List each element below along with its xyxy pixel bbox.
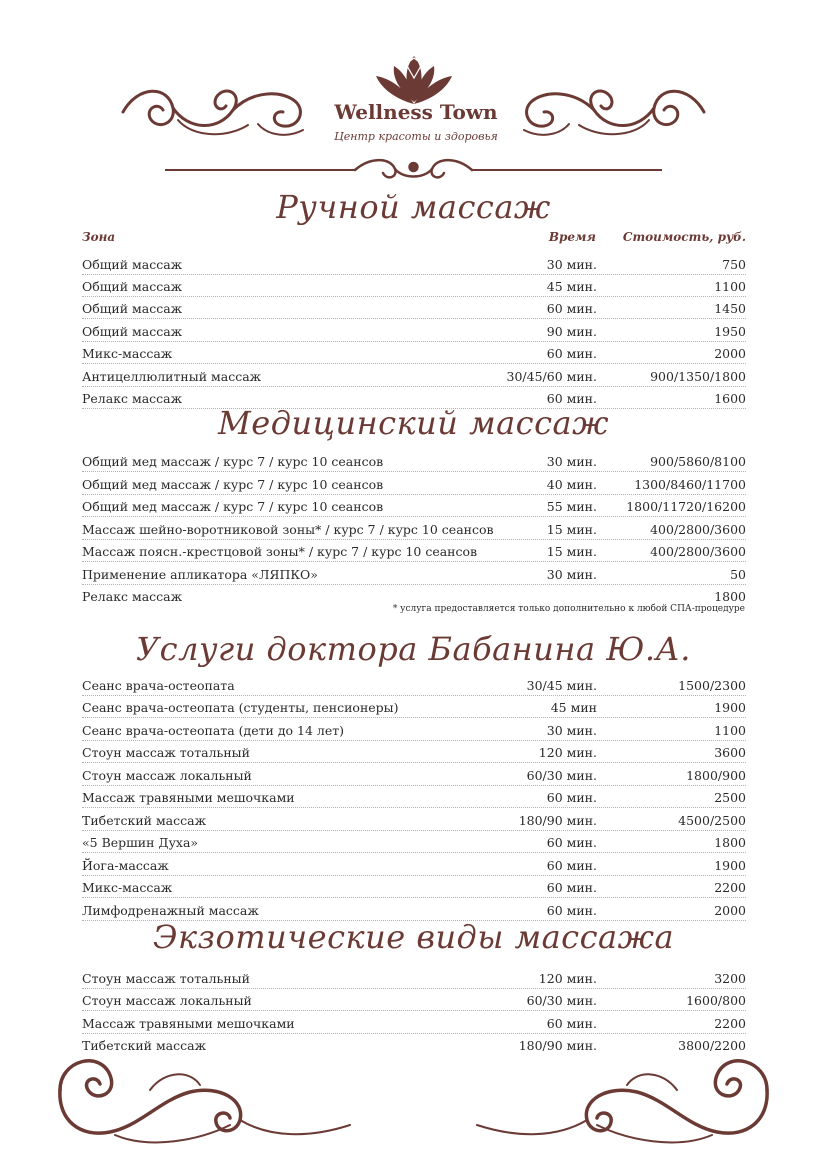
service-name: Общий массаж xyxy=(82,257,183,272)
service-name: Йога-массаж xyxy=(82,858,169,873)
service-time: 45 мин. xyxy=(546,279,597,294)
service-name: Применение апликатора «ЛЯПКО» xyxy=(82,567,318,582)
column-header-price: Стоимость, руб. xyxy=(622,230,746,244)
service-price: 2000 xyxy=(714,903,746,918)
table-row xyxy=(82,853,746,876)
service-name: Тибетский массаж xyxy=(82,1038,207,1053)
table-row xyxy=(82,988,746,1011)
table-row xyxy=(82,584,746,606)
service-time: 60 мин. xyxy=(546,346,597,361)
table-row xyxy=(82,517,746,540)
service-name: Стоун массаж локальный xyxy=(82,768,252,783)
service-price: 3200 xyxy=(714,971,746,986)
service-price: 750 xyxy=(722,257,746,272)
table-row xyxy=(82,319,746,342)
service-price: 1900 xyxy=(714,700,746,715)
service-time: 180/90 мин. xyxy=(518,1038,597,1053)
table-row xyxy=(82,364,746,387)
service-time: 55 мин. xyxy=(546,499,597,514)
table-row xyxy=(82,673,746,696)
service-price: 1800/11720/16200 xyxy=(626,499,746,514)
table-row xyxy=(82,740,746,763)
service-name: Массаж травяными мешочками xyxy=(82,1016,295,1031)
table-row xyxy=(82,296,746,319)
table-row xyxy=(82,875,746,898)
section-title-manual-massage: Ручной массаж xyxy=(276,188,551,226)
service-time: 60 мин. xyxy=(546,858,597,873)
service-time: 60/30 мин. xyxy=(526,768,597,783)
service-time: 60 мин. xyxy=(546,903,597,918)
service-name: Сеанс врача-остеопата (студенты, пенсионеры) xyxy=(82,700,399,715)
service-time: 30/45 мин. xyxy=(526,678,597,693)
service-price: 3800/2200 xyxy=(678,1038,746,1053)
service-name: Общий массаж xyxy=(82,279,183,294)
service-price: 1600/800 xyxy=(686,993,746,1008)
service-price: 1900 xyxy=(714,858,746,873)
table-row xyxy=(82,785,746,808)
service-name: Сеанс врача-остеопата xyxy=(82,678,235,693)
service-time: 60 мин. xyxy=(546,1016,597,1031)
service-time: 60 мин. xyxy=(546,790,597,805)
service-name: Массаж травяными мешочками xyxy=(82,790,295,805)
swirl-ornament-icon xyxy=(0,1030,827,1169)
table-row xyxy=(82,830,746,853)
service-time: 45 мин xyxy=(550,700,597,715)
service-name: Тибетский массаж xyxy=(82,813,207,828)
table-row xyxy=(82,718,746,741)
table-row xyxy=(82,966,746,989)
service-price: 2000 xyxy=(714,346,746,361)
table-row xyxy=(82,539,746,562)
service-price: 1100 xyxy=(714,723,746,738)
table-row xyxy=(82,341,746,364)
brand-name: Wellness Town xyxy=(334,100,498,124)
service-time: 30/45/60 мин. xyxy=(506,369,597,384)
service-name: Релакс массаж xyxy=(82,391,183,406)
table-row xyxy=(82,472,746,495)
service-time: 60 мин. xyxy=(546,301,597,316)
service-time: 30 мин. xyxy=(546,723,597,738)
service-name: Микс-массаж xyxy=(82,346,173,361)
table-row xyxy=(82,695,746,718)
service-time: 60 мин. xyxy=(546,391,597,406)
service-name: Микс-массаж xyxy=(82,880,173,895)
service-time: 15 мин. xyxy=(546,544,597,559)
page-header xyxy=(0,0,827,185)
service-price: 50 xyxy=(730,567,746,582)
table-row xyxy=(82,898,746,921)
service-name: Общий мед массаж / курс 7 / курс 10 сеансов xyxy=(82,477,384,492)
swirl-ornament-icon xyxy=(519,80,709,142)
section-title-medical-massage: Медицинский массаж xyxy=(218,404,609,442)
table-row xyxy=(82,274,746,297)
service-name: Общий мед массаж / курс 7 / курс 10 сеансов xyxy=(82,454,384,469)
table-row xyxy=(82,252,746,275)
service-price: 1800 xyxy=(714,835,746,850)
service-name: Сеанс врача-остеопата (дети до 14 лет) xyxy=(82,723,345,738)
service-price: 400/2800/3600 xyxy=(650,544,746,559)
service-price: 1450 xyxy=(714,301,746,316)
service-name: Массаж поясн.-крестцовой зоны* / курс 7 / курс 10 сеансов xyxy=(82,544,478,559)
service-price: 2200 xyxy=(714,1016,746,1031)
table-row xyxy=(82,562,746,585)
service-time: 60/30 мин. xyxy=(526,993,597,1008)
service-name: Общий массаж xyxy=(82,324,183,339)
service-name: Массаж шейно-воротниковой зоны* / курс 7 / курс 10 сеансов xyxy=(82,522,494,537)
service-time: 40 мин. xyxy=(546,477,597,492)
service-price: 4500/2500 xyxy=(678,813,746,828)
service-name: Общий мед массаж / курс 7 / курс 10 сеансов xyxy=(82,499,384,514)
column-header-zone: Зона xyxy=(82,230,116,244)
service-price: 2500 xyxy=(714,790,746,805)
service-time: 60 мин. xyxy=(546,835,597,850)
section-title-doctor-services: Услуги доктора Бабанина Ю.А. xyxy=(136,630,691,668)
service-price: 1800/900 xyxy=(686,768,746,783)
section-title-exotic-massage: Экзотические виды массажа xyxy=(152,918,675,956)
service-name: Лимфодренажный массаж xyxy=(82,903,259,918)
service-time: 120 мин. xyxy=(538,745,597,760)
service-price: 1600 xyxy=(714,391,746,406)
service-time: 180/90 мин. xyxy=(518,813,597,828)
service-name: «5 Вершин Духа» xyxy=(82,835,199,850)
service-time: 30 мин. xyxy=(546,567,597,582)
swirl-ornament-icon xyxy=(118,80,308,142)
service-time: 30 мин. xyxy=(546,257,597,272)
service-name: Релакс массаж xyxy=(82,589,183,604)
service-price: 1950 xyxy=(714,324,746,339)
service-name: Общий массаж xyxy=(82,301,183,316)
table-row xyxy=(82,449,746,472)
table-row xyxy=(82,386,746,409)
table-row xyxy=(82,763,746,786)
service-price: 1100 xyxy=(714,279,746,294)
service-price: 1300/8460/11700 xyxy=(634,477,746,492)
service-name: Стоун массаж тотальный xyxy=(82,971,250,986)
service-time: 15 мин. xyxy=(546,522,597,537)
service-time: 90 мин. xyxy=(546,324,597,339)
service-price: 900/1350/1800 xyxy=(650,369,746,384)
column-header-time: Время xyxy=(548,230,596,244)
service-price: 3600 xyxy=(714,745,746,760)
service-time: 30 мин. xyxy=(546,454,597,469)
service-price: 1800 xyxy=(714,589,746,604)
service-name: Стоун массаж тотальный xyxy=(82,745,250,760)
service-price: 900/5860/8100 xyxy=(650,454,746,469)
brand-subtitle: Центр красоты и здоровья xyxy=(334,130,498,143)
table-row xyxy=(82,494,746,517)
table-row xyxy=(82,808,746,831)
service-price: 400/2800/3600 xyxy=(650,522,746,537)
service-name: Антицеллюлитный массаж xyxy=(82,369,262,384)
service-time: 120 мин. xyxy=(538,971,597,986)
divider-ornament-icon xyxy=(165,155,662,185)
service-price: 1500/2300 xyxy=(678,678,746,693)
service-price: 2200 xyxy=(714,880,746,895)
service-time: 60 мин. xyxy=(546,880,597,895)
footnote: * услуга предоставляется только дополнительно к любой СПА-процедуре xyxy=(392,604,745,614)
service-name: Стоун массаж локальный xyxy=(82,993,252,1008)
